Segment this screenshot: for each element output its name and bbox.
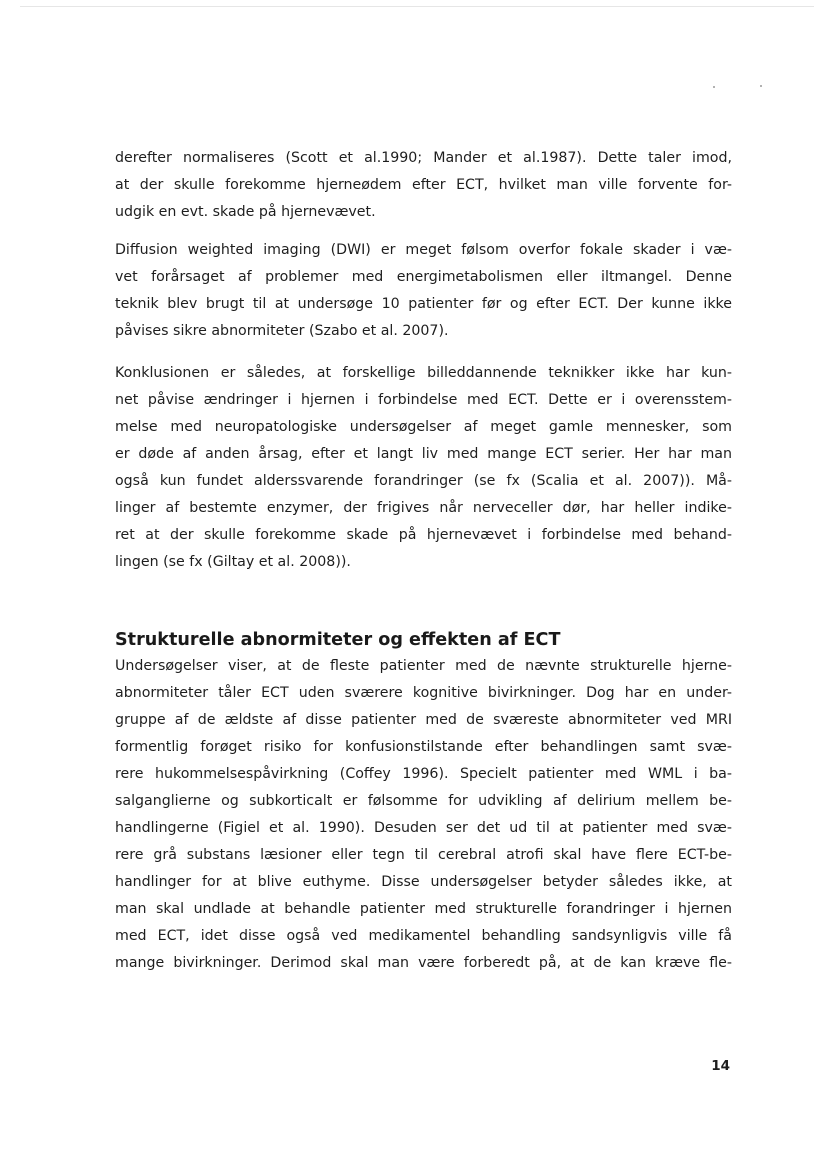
text-line: rere hukommelsespåvirkning (Coffey 1996). Specielt patienter med WML i ba- bbox=[115, 766, 732, 782]
text-line: udgik en evt. skade på hjernevævet. bbox=[115, 204, 376, 220]
text-line: gruppe af de ældste af disse patienter med de sværeste abnormiteter ved MRI bbox=[115, 712, 732, 728]
text-line: påvises sikre abnormiteter (Szabo et al. 2007). bbox=[115, 323, 449, 339]
section-heading: Strukturelle abnormiteter og effekten af ECT bbox=[115, 630, 561, 650]
text-line: med ECT, idet disse også ved medikamentel behandling sandsynligvis ville få bbox=[115, 928, 732, 944]
text-line: formentlig forøget risiko for konfusionstilstande efter behandlingen samt svæ- bbox=[115, 739, 732, 755]
text-line: rere grå substans læsioner eller tegn til cerebral atrofi skal have flere ECT-be- bbox=[115, 847, 732, 863]
text-line: at der skulle forekomme hjerneødem efter ECT, hvilket man ville forvente for- bbox=[115, 177, 732, 193]
text-line: derefter normaliseres (Scott et al.1990; Mander et al.1987). Dette taler imod, bbox=[115, 150, 732, 166]
text-line: handlinger for at blive euthyme. Disse undersøgelser betyder således ikke, at bbox=[115, 874, 732, 890]
text-line: linger af bestemte enzymer, der frigives når nerveceller dør, har heller indike- bbox=[115, 500, 732, 516]
text-line: Diffusion weighted imaging (DWI) er meget følsom overfor fokale skader i væ- bbox=[115, 242, 732, 258]
text-line: teknik blev brugt til at undersøge 10 patienter før og efter ECT. Der kunne ikke bbox=[115, 296, 732, 312]
text-line: handlingerne (Figiel et al. 1990). Desuden ser det ud til at patienter med svæ- bbox=[115, 820, 732, 836]
scan-speck bbox=[760, 85, 762, 87]
scan-edge-line bbox=[20, 6, 814, 7]
paragraph-1 bbox=[115, 145, 732, 226]
text-line: Undersøgelser viser, at de fleste patienter med de nævnte strukturelle hjerne- bbox=[115, 658, 732, 674]
text-line: abnormiteter tåler ECT uden sværere kognitive bivirkninger. Dog har en under- bbox=[115, 685, 732, 701]
text-line: lingen (se fx (Giltay et al. 2008)). bbox=[115, 554, 351, 570]
paragraph-3 bbox=[115, 360, 732, 576]
text-line: er døde af anden årsag, efter et langt liv med mange ECT serier. Her har man bbox=[115, 446, 732, 462]
paragraph-2 bbox=[115, 237, 732, 345]
text-line: man skal undlade at behandle patienter med strukturelle forandringer i hjernen bbox=[115, 901, 732, 917]
section-body-paragraph bbox=[115, 653, 732, 977]
text-line: ret at der skulle forekomme skade på hjernevævet i forbindelse med behand- bbox=[115, 527, 732, 543]
page-number: 14 bbox=[711, 1058, 730, 1074]
text-line: Konklusionen er således, at forskellige billeddannende teknikker ikke har kun- bbox=[115, 365, 732, 381]
scan-speck bbox=[713, 86, 715, 88]
text-line: melse med neuropatologiske undersøgelser af meget gamle mennesker, som bbox=[115, 419, 732, 435]
text-line: også kun fundet alderssvarende forandringer (se fx (Scalia et al. 2007)). Må- bbox=[115, 473, 732, 489]
text-line: vet forårsaget af problemer med energimetabolismen eller iltmangel. Denne bbox=[115, 269, 732, 285]
text-line: net påvise ændringer i hjernen i forbindelse med ECT. Dette er i overensstem- bbox=[115, 392, 732, 408]
text-line: salganglierne og subkorticalt er følsomme for udvikling af delirium mellem be- bbox=[115, 793, 732, 809]
text-line: mange bivirkninger. Derimod skal man være forberedt på, at de kan kræve fle- bbox=[115, 955, 732, 971]
